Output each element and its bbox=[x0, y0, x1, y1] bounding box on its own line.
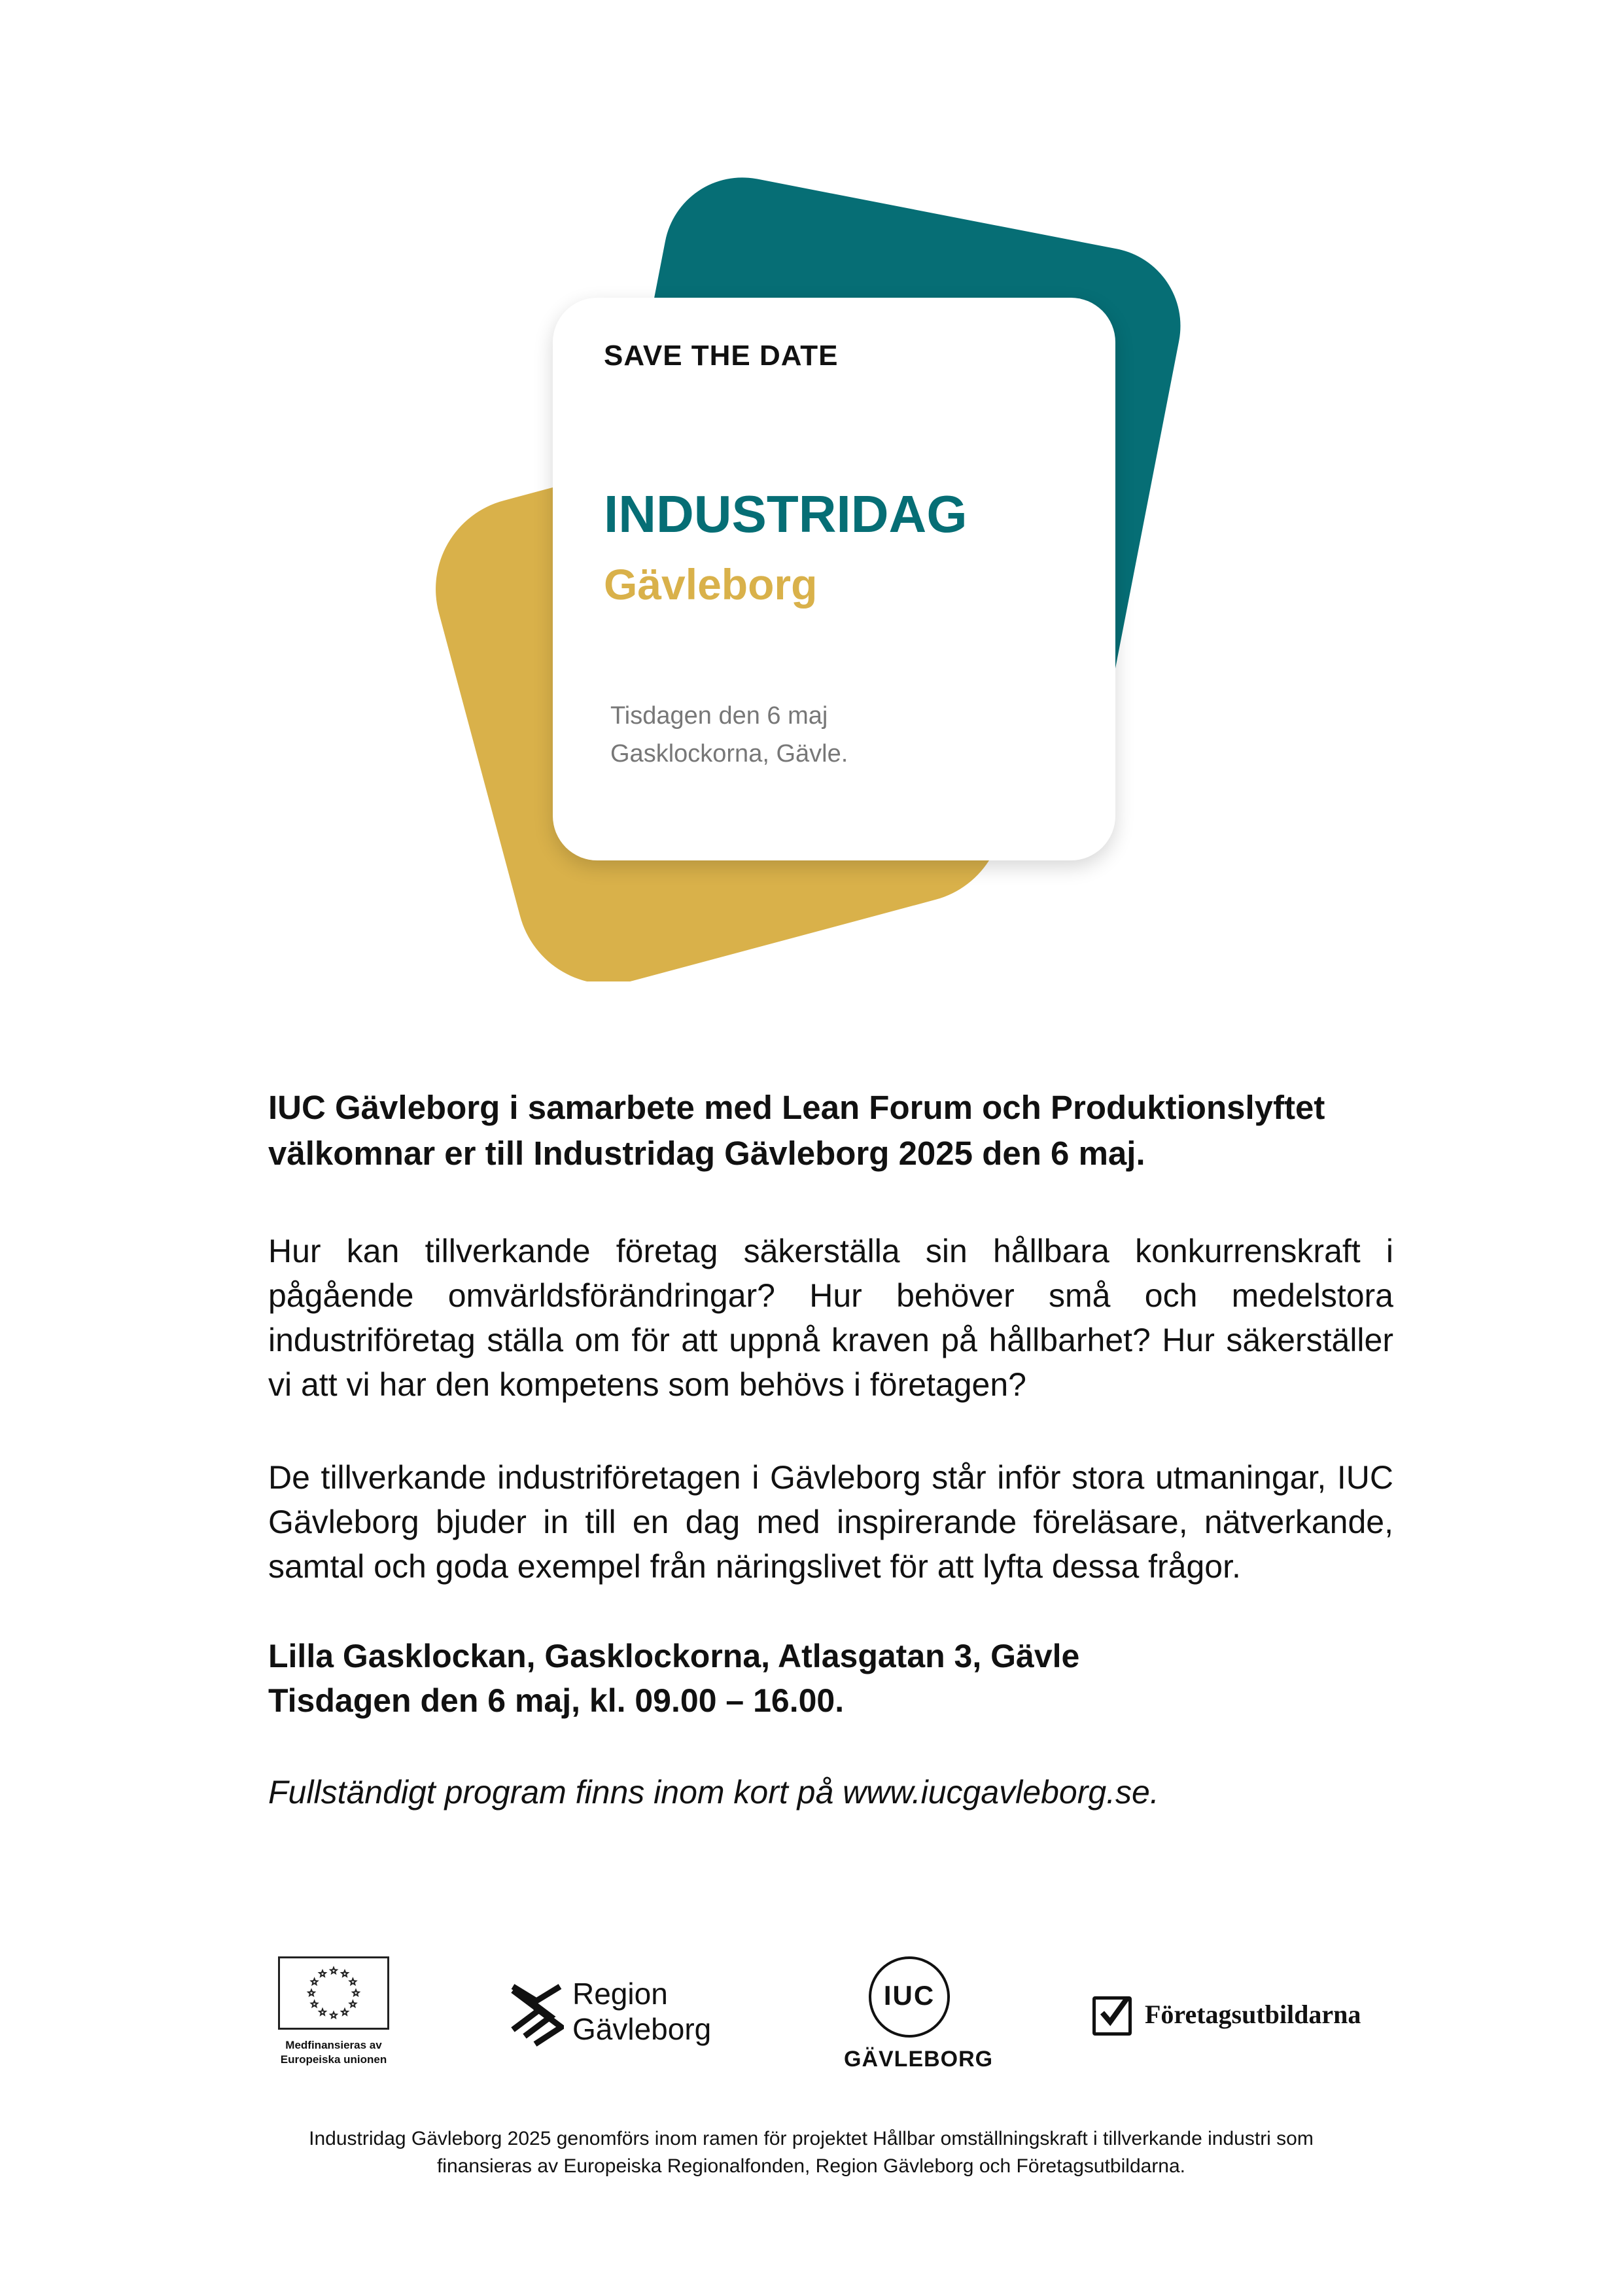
eu-star bbox=[311, 1979, 318, 1985]
paragraph-challenges: De tillverkande industriföretagen i Gävleborg står inför stora utmaningar, IUC Gävleborg bjuder in till en dag med inspirerande föreläsare, nätverkande, samtal och goda exempel från näringslivet för att lyfta dessa frågor. bbox=[268, 1459, 1393, 1585]
checkmark-icon bbox=[1097, 1996, 1130, 2028]
eu-caption-line-2: Europeiska unionen bbox=[280, 2053, 387, 2066]
event-location: Gasklockorna, Gävle. bbox=[610, 740, 848, 768]
program-note: Fullständigt program finns inom kort på www.iucgavleborg.se. bbox=[268, 1774, 1159, 1810]
eu-star bbox=[330, 1968, 337, 1973]
footer-line-2: finansieras av Europeiska Regionalfonden, Region Gävleborg och Företagsutbildarna. bbox=[436, 2155, 1186, 2177]
save-the-date-label: SAVE THE DATE bbox=[604, 340, 839, 372]
lead-paragraph bbox=[268, 1085, 1393, 1176]
lead-line-1: IUC Gävleborg i samarbete med Lean Forum och Produktionslyftet bbox=[268, 1089, 1325, 1126]
region-line-1: Region bbox=[572, 1977, 668, 2011]
eu-flag-logo bbox=[278, 1956, 389, 2030]
eu-star bbox=[341, 1971, 348, 1977]
save-the-date-card bbox=[553, 298, 1115, 860]
region-line-2: Gävleborg bbox=[572, 2012, 712, 2046]
event-title: INDUSTRIDAG bbox=[604, 485, 968, 543]
foretagsutbildarna-text: Företagsutbildarna bbox=[1145, 2000, 1361, 2029]
venue-address: Lilla Gasklockan, Gasklockorna, Atlasgatan 3, Gävle bbox=[268, 1638, 1080, 1674]
venue-time: Tisdagen den 6 maj, kl. 09.00 – 16.00. bbox=[268, 1682, 845, 1719]
iuc-top-text: IUC bbox=[883, 1980, 935, 2011]
region-chevron-icon bbox=[510, 1981, 564, 2047]
footer-line-1: Industridag Gävleborg 2025 genomförs inom ramen för projektet Hållbar omställningskraft i tillverkande industri som bbox=[309, 2128, 1314, 2149]
eu-star bbox=[350, 2001, 357, 2007]
region-gavleborg-logo bbox=[510, 1976, 733, 2048]
foretagsutbildarna-logo bbox=[1092, 1992, 1393, 2045]
eu-star bbox=[330, 2012, 337, 2018]
eu-star bbox=[353, 1990, 359, 1996]
event-date: Tisdagen den 6 maj bbox=[610, 702, 828, 730]
venue-block bbox=[268, 1634, 1393, 1723]
eu-stars-icon bbox=[280, 1958, 387, 2028]
eu-star bbox=[319, 1971, 326, 1977]
eu-star bbox=[341, 2009, 348, 2015]
event-info bbox=[610, 697, 848, 773]
eu-caption bbox=[265, 2038, 402, 2067]
footer-note bbox=[196, 2125, 1426, 2180]
region-text bbox=[572, 1976, 711, 2047]
eu-star bbox=[311, 2001, 318, 2007]
paragraph-questions: Hur kan tillverkande företag säkerställa sin hållbara konkurrenskraft i pågående omvärldsförändringar? Hur behöver små och medelstora industriföretag ställa om för att uppnå kraven på hållbarhet? Hur säkerställer vi att vi har den kompetens som behövs i företagen? bbox=[268, 1233, 1393, 1403]
event-subtitle: Gävleborg bbox=[604, 560, 818, 609]
eu-caption-line-1: Medfinansieras av bbox=[285, 2039, 382, 2051]
eu-star bbox=[350, 1979, 357, 1985]
checkbox-icon bbox=[1092, 1996, 1132, 2036]
eu-star bbox=[319, 2009, 326, 2015]
iuc-gavleborg-logo bbox=[844, 1956, 994, 2074]
iuc-bottom-text: GÄVLEBORG bbox=[844, 2047, 994, 2072]
eu-star bbox=[308, 1990, 315, 1996]
lead-line-2: välkomnar er till Industridag Gävleborg 2025 den 6 maj. bbox=[268, 1135, 1145, 1172]
